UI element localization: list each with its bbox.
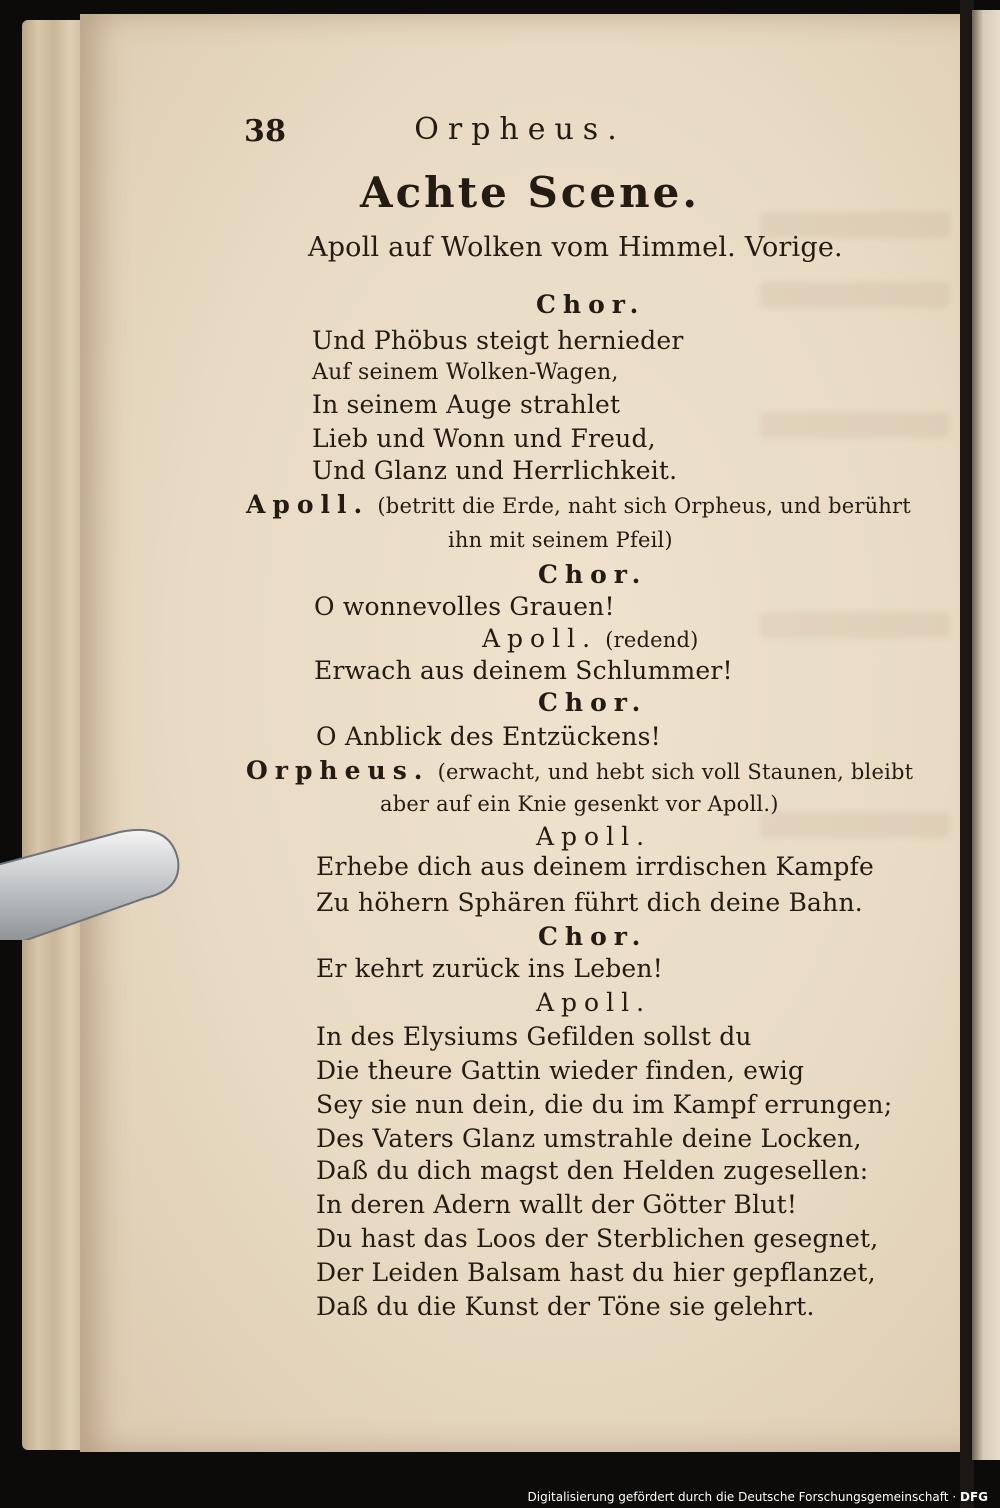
stage-direction: aber auf ein Knie gesenkt vor Apoll.) (380, 792, 779, 816)
verse-line: O Anblick des Entzückens! (316, 722, 661, 751)
speech-line (246, 490, 911, 519)
stage-direction: (betritt die Erde, naht sich Orpheus, und berührt (377, 494, 911, 518)
verse-line: Des Vaters Glanz umstrahle deine Locken, (316, 1124, 862, 1153)
dfg-logo: DFG (959, 1490, 988, 1504)
speaker-label: Apoll. (482, 624, 598, 653)
speaker-label: Chor. (538, 560, 648, 589)
verse-line: Und Phöbus steigt hernieder (312, 326, 684, 355)
verse-line: Daß du die Kunst der Töne sie gelehrt. (316, 1292, 815, 1321)
book-holder-spatula (0, 820, 185, 940)
scene-title: Achte Scene. (360, 168, 700, 217)
speech-line (246, 756, 913, 785)
verse-line: Auf seinem Wolken-Wagen, (312, 360, 619, 385)
verse-line: In seinem Auge strahlet (312, 390, 621, 419)
verse-line: O wonnevolles Grauen! (314, 592, 615, 621)
footer-credit: Digitalisierung gefördert durch die Deutsche Forschungsgemeinschaft · DFG (527, 1490, 988, 1504)
page-number: 38 (244, 114, 287, 149)
verse-line: In deren Adern wallt der Götter Blut! (316, 1190, 798, 1219)
speaker-label: Chor. (538, 922, 648, 951)
speaker-label: Chor. (538, 688, 648, 717)
speaker-label: Apoll. (246, 490, 370, 519)
verse-line: Die theure Gattin wieder finden, ewig (316, 1056, 805, 1085)
stage-direction: ihn mit seinem Pfeil) (448, 528, 673, 552)
verse-line: Und Glanz und Herrlichkeit. (312, 456, 678, 485)
verse-line: Sey sie nun dein, die du im Kampf errungen; (316, 1090, 893, 1119)
running-title: Orpheus. (414, 112, 626, 147)
verse-line: Daß du dich magst den Helden zugesellen: (316, 1156, 869, 1185)
verse-line: In des Elysiums Gefilden sollst du (316, 1022, 752, 1051)
stage-direction: Apoll auf Wolken vom Himmel. Vorige. (308, 232, 843, 263)
stage-direction: (redend) (605, 628, 699, 652)
speaker-label: Chor. (536, 290, 646, 319)
verse-line: Lieb und Wonn und Freud, (312, 424, 656, 453)
credit-text: Digitalisierung gefördert durch die Deutsche Forschungsgemeinschaft (527, 1490, 949, 1504)
verse-line: Er kehrt zurück ins Leben! (316, 954, 663, 983)
speech-line (482, 624, 699, 653)
verse-line: Du hast das Loos der Sterblichen gesegnet, (316, 1224, 879, 1253)
speaker-label: Apoll. (536, 822, 652, 851)
stage-direction: (erwacht, und hebt sich voll Staunen, bleibt (437, 760, 914, 784)
verse-line: Zu höhern Sphären führt dich deine Bahn. (316, 888, 863, 917)
speaker-label: Orpheus. (246, 756, 430, 785)
speaker-label: Apoll. (536, 988, 652, 1017)
verse-line: Der Leiden Balsam hast du hier gepflanzet, (316, 1258, 876, 1287)
verse-line: Erwach aus deinem Schlummer! (314, 656, 733, 685)
verse-line: Erhebe dich aus deinem irrdischen Kampfe (316, 852, 875, 881)
